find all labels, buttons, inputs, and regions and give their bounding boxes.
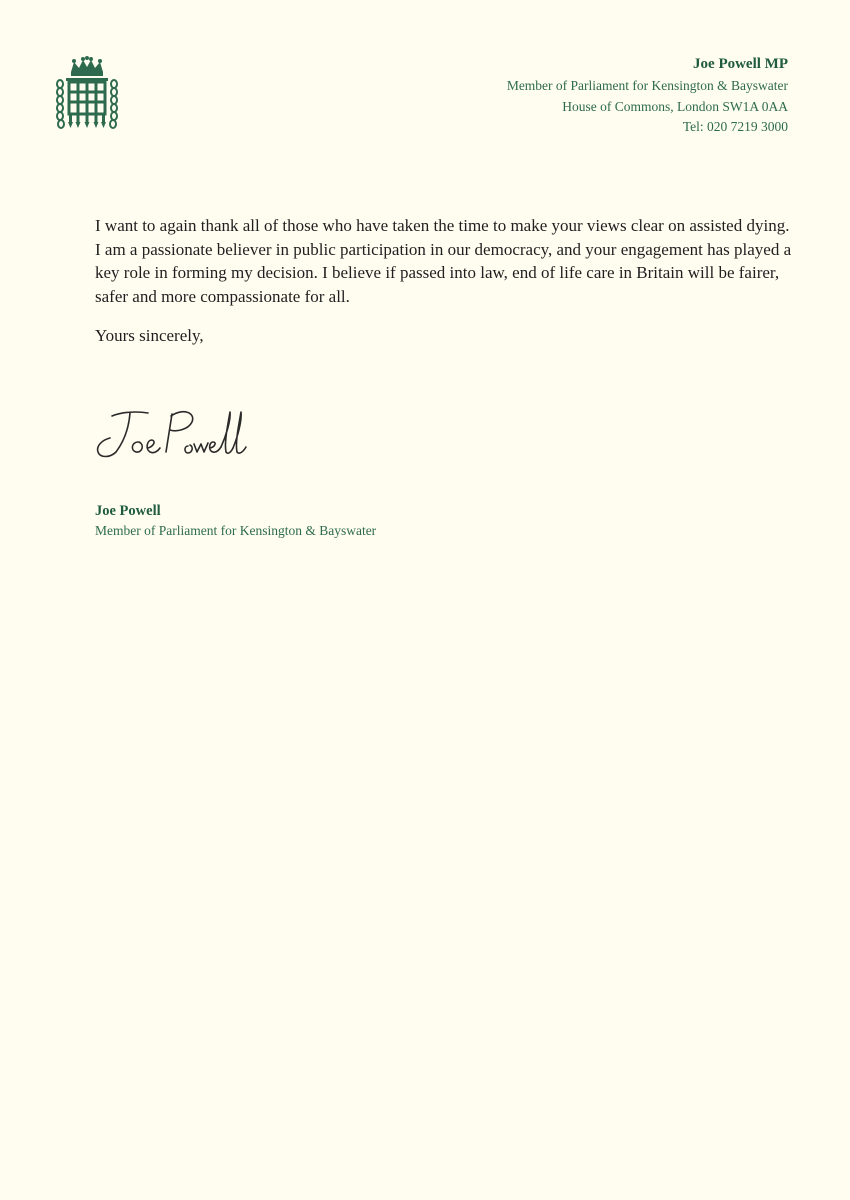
letter-closing: Yours sincerely,: [95, 326, 204, 345]
portcullis-crest-icon: [52, 56, 122, 132]
signoff: [95, 501, 376, 541]
letter-body-paragraph: I want to again thank all of those who have taken the time to make your views clear on assisted dying. I am a passionate believer in public participation in our democracy, and your engagement has played a key role in forming my decision. I believe if passed into law, end of life care in Britain will be fairer, safer and more compassionate for all.: [95, 216, 792, 306]
letterhead-constituency: Member of Parliament for Kensington & Bayswater: [506, 78, 788, 93]
signoff-name: Joe Powell: [95, 503, 161, 519]
letterhead-mp-name: Joe Powell MP: [693, 56, 788, 72]
letter-body: [95, 214, 795, 308]
letterhead-address: House of Commons, London SW1A 0AA: [562, 98, 788, 114]
handwritten-signature: [92, 402, 252, 464]
signoff-role: Member of Parliament for Kensington & Bayswater: [95, 523, 377, 538]
letterhead-telephone: Tel: 020 7219 3000: [682, 119, 788, 134]
letterhead: [368, 52, 788, 138]
